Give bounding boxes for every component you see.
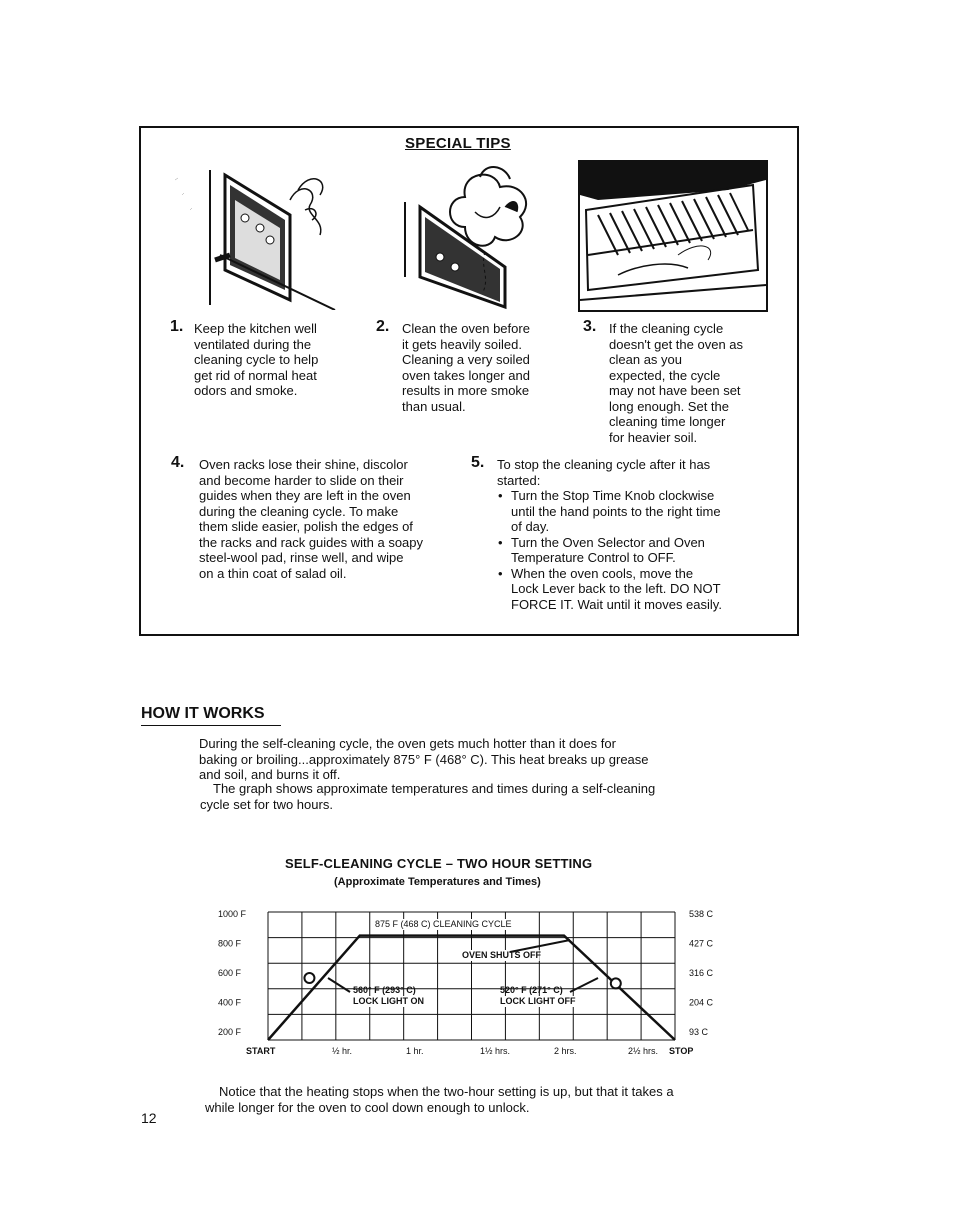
tip-5-text: To stop the cleaning cycle after it has started: • Turn the Stop Time Knob clockwise until the hand points to the right time of day. • Turn the Oven Selector and Oven Temperature Control to OFF. • When the oven cools, move the Lock Lever back to the left. DO NOT FORCE IT. Wait until it moves easily.: [497, 457, 767, 612]
x-tick-label: START: [246, 1046, 276, 1056]
lock-on-arrow: [328, 978, 350, 992]
x-tick-label: 2½ hrs.: [628, 1046, 659, 1056]
tip-5-bullet: • When the oven cools, move the Lock Lever back to the left. DO NOT FORCE IT. Wait until it moves easily.: [511, 566, 767, 613]
tip-4-text: Oven racks lose their shine, discolor and become harder to slide on their guides when they are left in the oven during the cleaning cycle. To make them slide easier, polish the edges of the racks and rack guides with a soapy steel-wool pad, rinse well, and wipe on a thin coat of salad oil.: [199, 457, 424, 581]
y-tick-c: 204 C: [689, 997, 714, 1008]
cleaning-cycle-label: 875 F (468 C) CLEANING CYCLE: [375, 919, 512, 929]
chart-title: SELF-CLEANING CYCLE – TWO HOUR SETTING: [285, 856, 593, 871]
lock-light-on-label: LOCK LIGHT ON: [353, 996, 424, 1006]
tip-1-text: Keep the kitchen well ventilated during the cleaning cycle to help get rid of normal heat odors and smoke.: [194, 321, 319, 398]
tip-5-bullet-list: [497, 488, 767, 612]
lock-light-off-label: LOCK LIGHT OFF: [500, 996, 576, 1006]
lock-off-arrow: [570, 978, 598, 992]
special-tips-title: SPECIAL TIPS: [405, 135, 511, 152]
how-it-works-title: HOW IT WORKS: [141, 705, 281, 726]
y-tick-f: 400 F: [218, 997, 242, 1008]
x-tick-label: STOP: [669, 1046, 694, 1056]
tip-3-text: If the cleaning cycle doesn't get the oven as clean as you expected, the cycle may not have been set long enough. Set the cleaning time longer for heavier soil.: [609, 321, 744, 445]
tip-5-number: 5.: [471, 454, 485, 471]
y-tick-c: 316 C: [689, 968, 714, 978]
tip-2-number: 2.: [376, 318, 390, 335]
lock-on-temp-label: 560° F (293° C): [353, 985, 416, 995]
chart-subtitle: (Approximate Temperatures and Times): [334, 876, 541, 888]
tip-3-number: 3.: [583, 318, 597, 335]
smoke-cloud-icon: [395, 157, 555, 312]
lock-marker: [304, 973, 314, 983]
how-it-works-para1: During the self-cleaning cycle, the oven gets much hotter than it does for baking or broiling...approximately 875° F (468° C). This heat breaks up grease and soil, and burns it off.: [199, 736, 649, 782]
y-tick-c: 427 C: [689, 938, 714, 949]
lock-off-temp-label: 520° F (271° C): [500, 985, 563, 995]
how-it-works-para2: The graph shows approximate temperatures and times during a self-cleaning cycle set for two hours.: [200, 781, 656, 812]
oven-shuts-off-label: OVEN SHUTS OFF: [462, 950, 542, 960]
x-tick-label: 1½ hrs.: [480, 1046, 511, 1056]
y-tick-f: 1000 F: [218, 909, 247, 919]
temperature-chart: [210, 900, 730, 1060]
y-tick-f: 200 F: [218, 1027, 242, 1037]
tip-5-bullet: • Turn the Oven Selector and Oven Temperature Control to OFF.: [511, 535, 767, 566]
tip-4-number: 4.: [171, 454, 185, 471]
oven-interior-icon: [578, 160, 770, 313]
x-tick-label: 1 hr.: [406, 1046, 424, 1056]
y-tick-f: 800 F: [218, 938, 242, 949]
x-tick-label: 2 hrs.: [554, 1046, 577, 1056]
tip-2-text: Clean the oven before it gets heavily soiled. Cleaning a very soiled oven takes longer and results in more smoke than usual.: [402, 321, 530, 414]
y-tick-c: 538 C: [689, 909, 714, 919]
x-tick-label: ½ hr.: [332, 1046, 353, 1056]
tip-1-number: 1.: [170, 318, 184, 335]
oven-ventilation-icon: [170, 160, 345, 310]
page-number: 12: [141, 1110, 157, 1126]
y-tick-c: 93 C: [689, 1027, 709, 1037]
notice-text: Notice that the heating stops when the two-hour setting is up, but that it takes a while longer for the oven to cool down enough to unlock.: [205, 1084, 674, 1115]
tip-5-bullet: • Turn the Stop Time Knob clockwise until the hand points to the right time of day.: [511, 488, 767, 535]
lock-marker: [611, 978, 621, 988]
y-tick-f: 600 F: [218, 968, 242, 978]
